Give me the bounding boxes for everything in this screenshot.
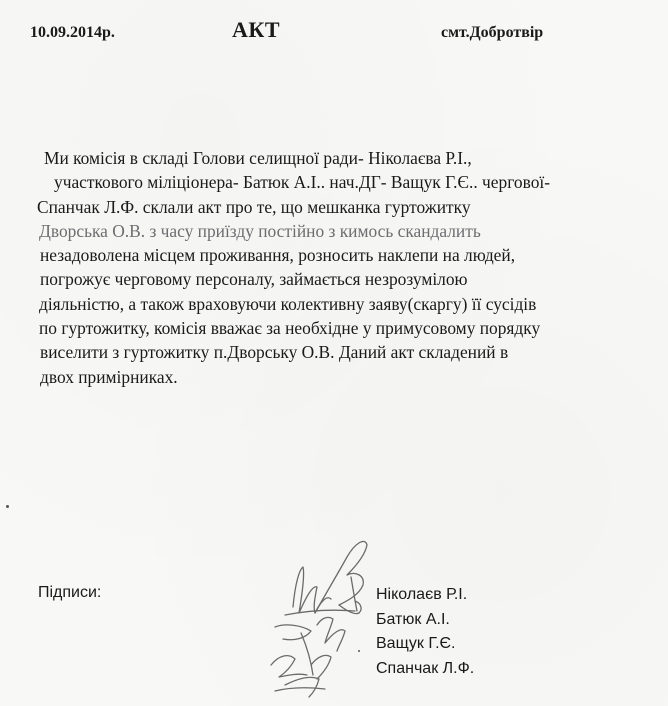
body-line: двох примірниках. xyxy=(40,366,178,387)
body-line: по гуртожитку, комісія вважає за необхідне у примусовому порядку xyxy=(39,318,541,339)
signer-name: Спанчак Л.Ф. xyxy=(376,659,475,677)
signer-name: Батюк А.І. xyxy=(376,610,450,628)
body-line: участкового міліціонера- Батюк А.І.. нач.ДГ- Ващук Г.Є.. чергової- xyxy=(54,172,551,193)
scan-speck xyxy=(358,650,360,652)
body-line: незадоволена місцем проживання, розносить наклепи на людей, xyxy=(40,245,516,266)
body-line: діяльністю, а також враховуючи колективну заяву(скаргу) її сусідів xyxy=(39,293,537,314)
act-body xyxy=(37,146,668,389)
body-line: погрожує черговому персоналу, займається незрозумілою xyxy=(40,269,468,290)
body-line: Спанчак Л.Ф. склали акт про те, що мешканка гуртожитку xyxy=(37,196,471,217)
document-date: 10.09.2014р. xyxy=(30,24,115,41)
document-title: АКТ xyxy=(232,17,281,42)
body-line: виселити з гуртожитку п.Дворську О.В. Даний акт складений в xyxy=(40,342,509,363)
handwritten-signatures xyxy=(255,515,395,705)
body-line: Ми комісія в складі Голови селищної ради- Ніколаєва Р.І., xyxy=(44,148,472,168)
scan-speck xyxy=(6,505,9,508)
signatures-label: Підписи: xyxy=(38,584,102,601)
signer-name: Ніколаєв Р.І. xyxy=(376,586,468,603)
signer-name: Ващук Г.Є. xyxy=(376,635,456,652)
body-line: Дворська О.В. з часу приїзду постійно з кимось скандалить xyxy=(39,220,481,241)
signers-list xyxy=(376,583,474,681)
document-place: смт.Добротвір xyxy=(441,24,544,41)
